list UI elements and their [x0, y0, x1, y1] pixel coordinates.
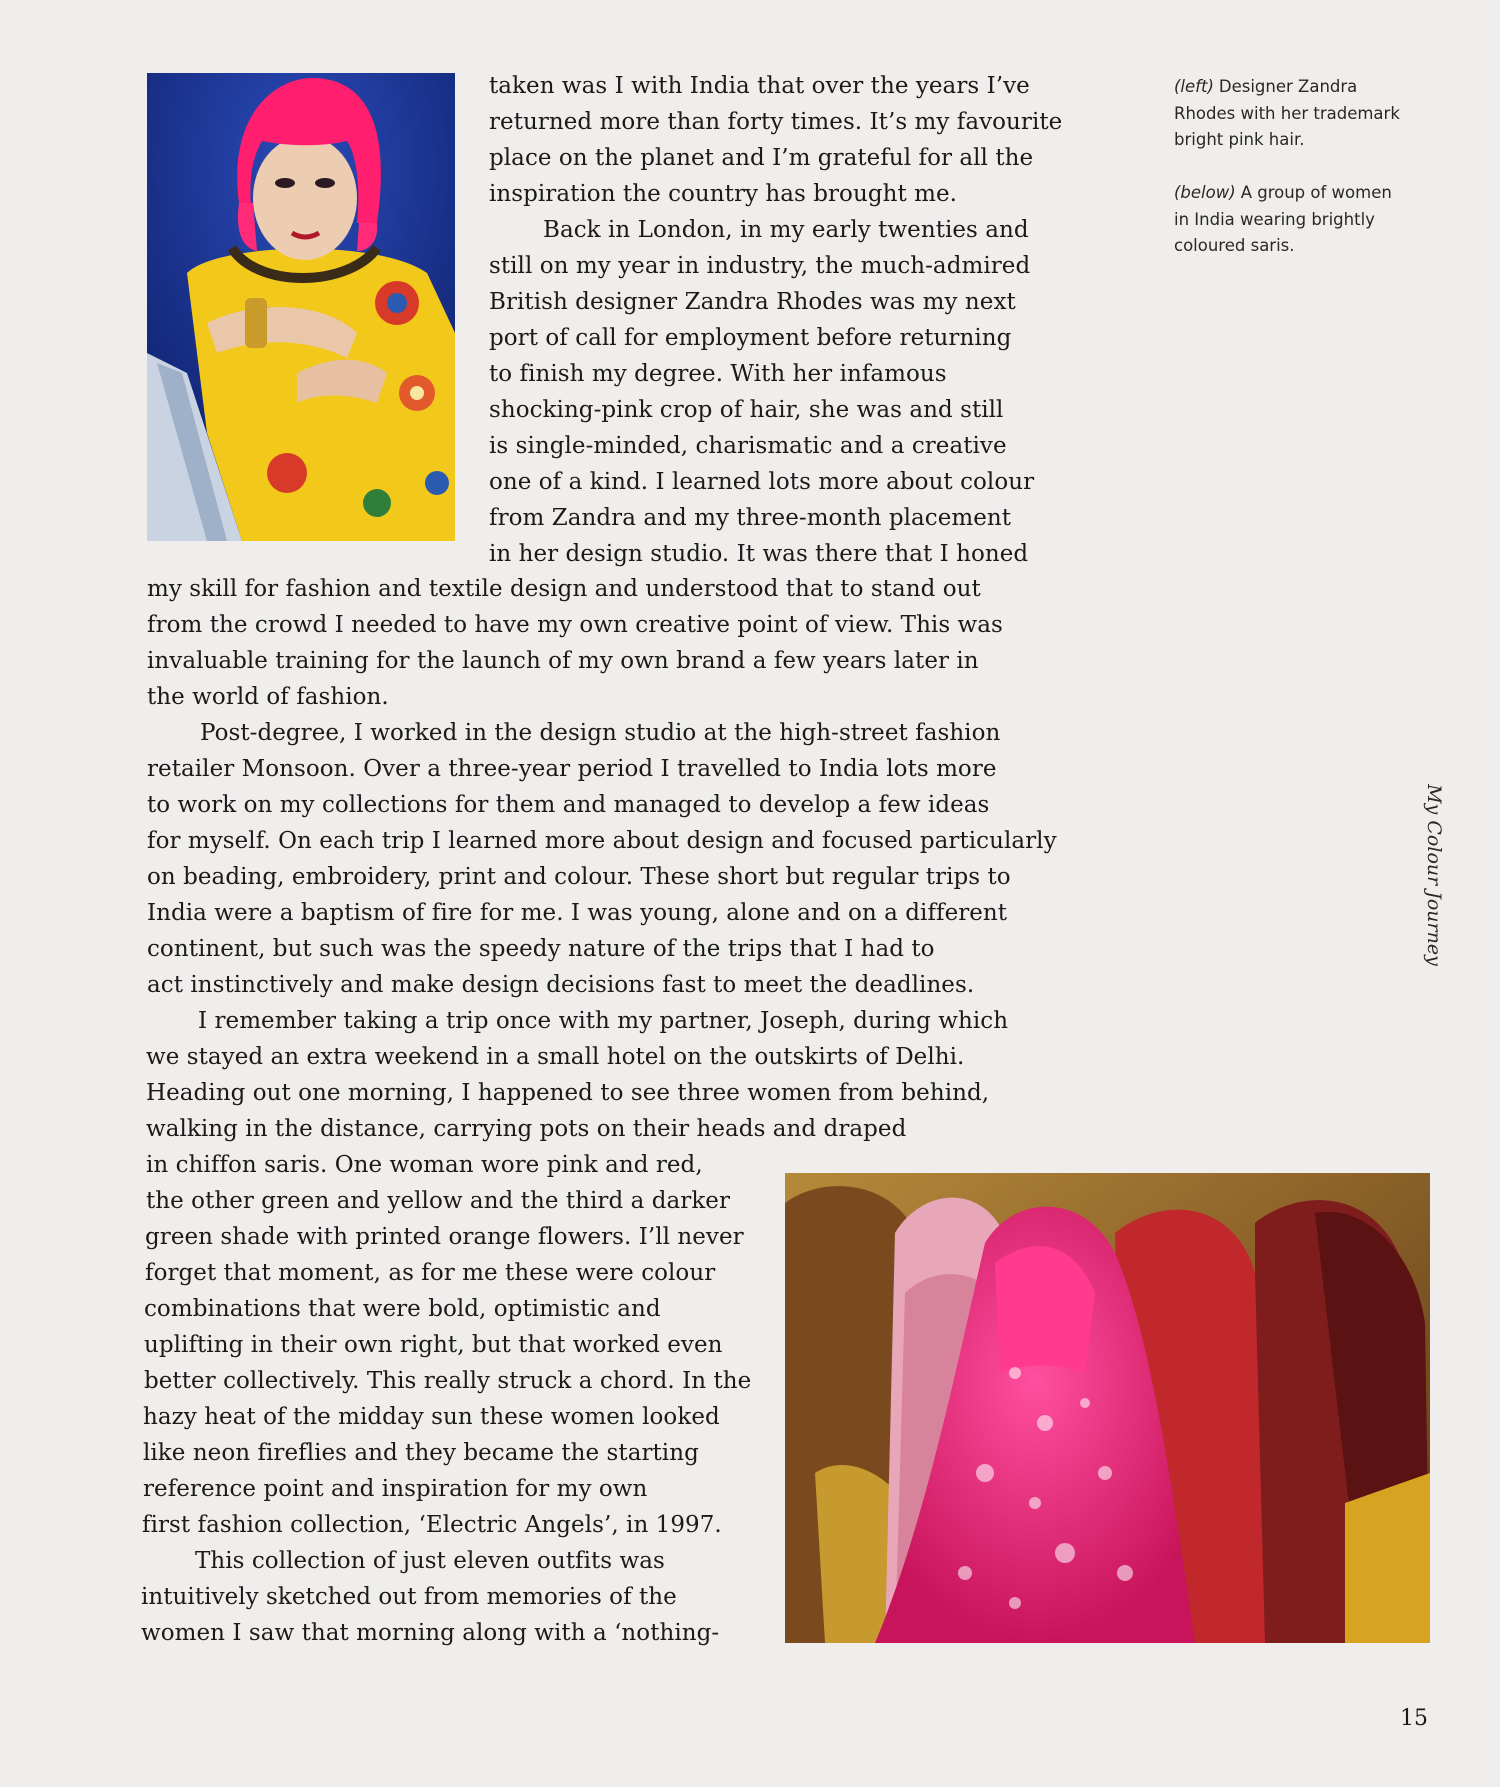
body-line: women I saw that morning along with a ‘nothing-	[141, 1620, 720, 1646]
body-line: like neon fireflies and they became the starting	[143, 1440, 699, 1466]
body-line: for myself. On each trip I learned more about design and focused particularly	[147, 828, 1057, 854]
body-line: I remember taking a trip once with my partner, Joseph, during which	[198, 1008, 1009, 1034]
body-line: shocking-pink crop of hair, she was and still	[489, 397, 1004, 423]
body-line: my skill for fashion and textile design and understood that to stand out	[147, 576, 981, 602]
body-line: uplifting in their own right, but that worked even	[144, 1332, 723, 1358]
body-line: on beading, embroidery, print and colour. These short but regular trips to	[147, 864, 1011, 890]
body-line: to finish my degree. With her infamous	[489, 361, 947, 387]
body-line: still on my year in industry, the much-admired	[489, 253, 1031, 279]
saris-photo	[785, 1173, 1430, 1643]
caption-tag: (left)	[1174, 77, 1214, 96]
body-line: Back in London, in my early twenties and	[543, 217, 1029, 243]
body-line: intuitively sketched out from memories of the	[141, 1584, 677, 1610]
body-line: better collectively. This really struck a chord. In the	[144, 1368, 752, 1394]
body-line: first fashion collection, ‘Electric Angels’, in 1997.	[142, 1512, 722, 1538]
body-line: returned more than forty times. It’s my favourite	[489, 109, 1063, 135]
body-line: India were a baptism of fire for me. I was young, alone and on a different	[147, 900, 1008, 926]
caption-line: Rhodes with her trademark	[1174, 103, 1400, 123]
caption-line	[1174, 74, 1444, 101]
body-line: hazy heat of the midday sun these women looked	[143, 1404, 720, 1430]
page-number: 15	[1400, 1706, 1428, 1731]
body-line: to work on my collections for them and managed to develop a few ideas	[147, 792, 990, 818]
body-line: Heading out one morning, I happened to see three women from behind,	[146, 1080, 990, 1106]
body-line: the world of fashion.	[147, 684, 389, 710]
saris-illustration	[785, 1173, 1430, 1643]
body-line: invaluable training for the launch of my own brand a few years later in	[147, 648, 979, 674]
body-line: taken was I with India that over the years I’ve	[489, 73, 1030, 99]
caption-line: bright pink hair.	[1174, 130, 1305, 149]
body-line: continent, but such was the speedy nature of the trips that I had to	[147, 936, 935, 962]
body-line: British designer Zandra Rhodes was my next	[489, 289, 1016, 315]
portrait-illustration	[147, 73, 455, 541]
body-line: combinations that were bold, optimistic and	[144, 1296, 661, 1322]
caption-line: coloured saris.	[1174, 236, 1295, 255]
body-line: This collection of just eleven outfits was	[195, 1548, 665, 1574]
body-line: is single-minded, charismatic and a creative	[489, 433, 1007, 459]
portrait-photo	[147, 73, 455, 541]
body-line: port of call for employment before returning	[489, 325, 1012, 351]
body-line: forget that moment, as for me these were colour	[145, 1260, 716, 1286]
body-line: reference point and inspiration for my own	[143, 1476, 648, 1502]
body-line: in chiffon saris. One woman wore pink and red,	[146, 1152, 703, 1178]
caption-line	[1174, 180, 1444, 207]
caption-tag: (below)	[1174, 183, 1236, 202]
body-line: the other green and yellow and the third a darker	[146, 1188, 731, 1214]
body-line: from the crowd I needed to have my own creative point of view. This was	[147, 612, 1003, 638]
body-line: inspiration the country has brought me.	[489, 181, 957, 207]
body-line: retailer Monsoon. Over a three-year period I travelled to India lots more	[147, 756, 997, 782]
body-line: act instinctively and make design decisions fast to meet the deadlines.	[147, 972, 975, 998]
caption-left	[1174, 74, 1444, 154]
running-head: My Colour Journey	[1423, 784, 1445, 966]
body-line: place on the planet and I’m grateful for all the	[489, 145, 1034, 171]
body-line: Post-degree, I worked in the design studio at the high-street fashion	[200, 720, 1001, 746]
body-line: walking in the distance, carrying pots on their heads and draped	[146, 1116, 907, 1142]
caption-text: A group of women	[1240, 183, 1392, 202]
body-line: in her design studio. It was there that I honed	[489, 541, 1029, 567]
body-line: from Zandra and my three-month placement	[489, 505, 1012, 531]
body-line: one of a kind. I learned lots more about colour	[489, 469, 1035, 495]
body-line: we stayed an extra weekend in a small hotel on the outskirts of Delhi.	[146, 1044, 965, 1070]
body-line: green shade with printed orange flowers. I’ll never	[145, 1224, 744, 1250]
caption-line: in India wearing brightly	[1174, 209, 1375, 229]
caption-below	[1174, 180, 1444, 260]
caption-text: Designer Zandra	[1218, 77, 1358, 96]
